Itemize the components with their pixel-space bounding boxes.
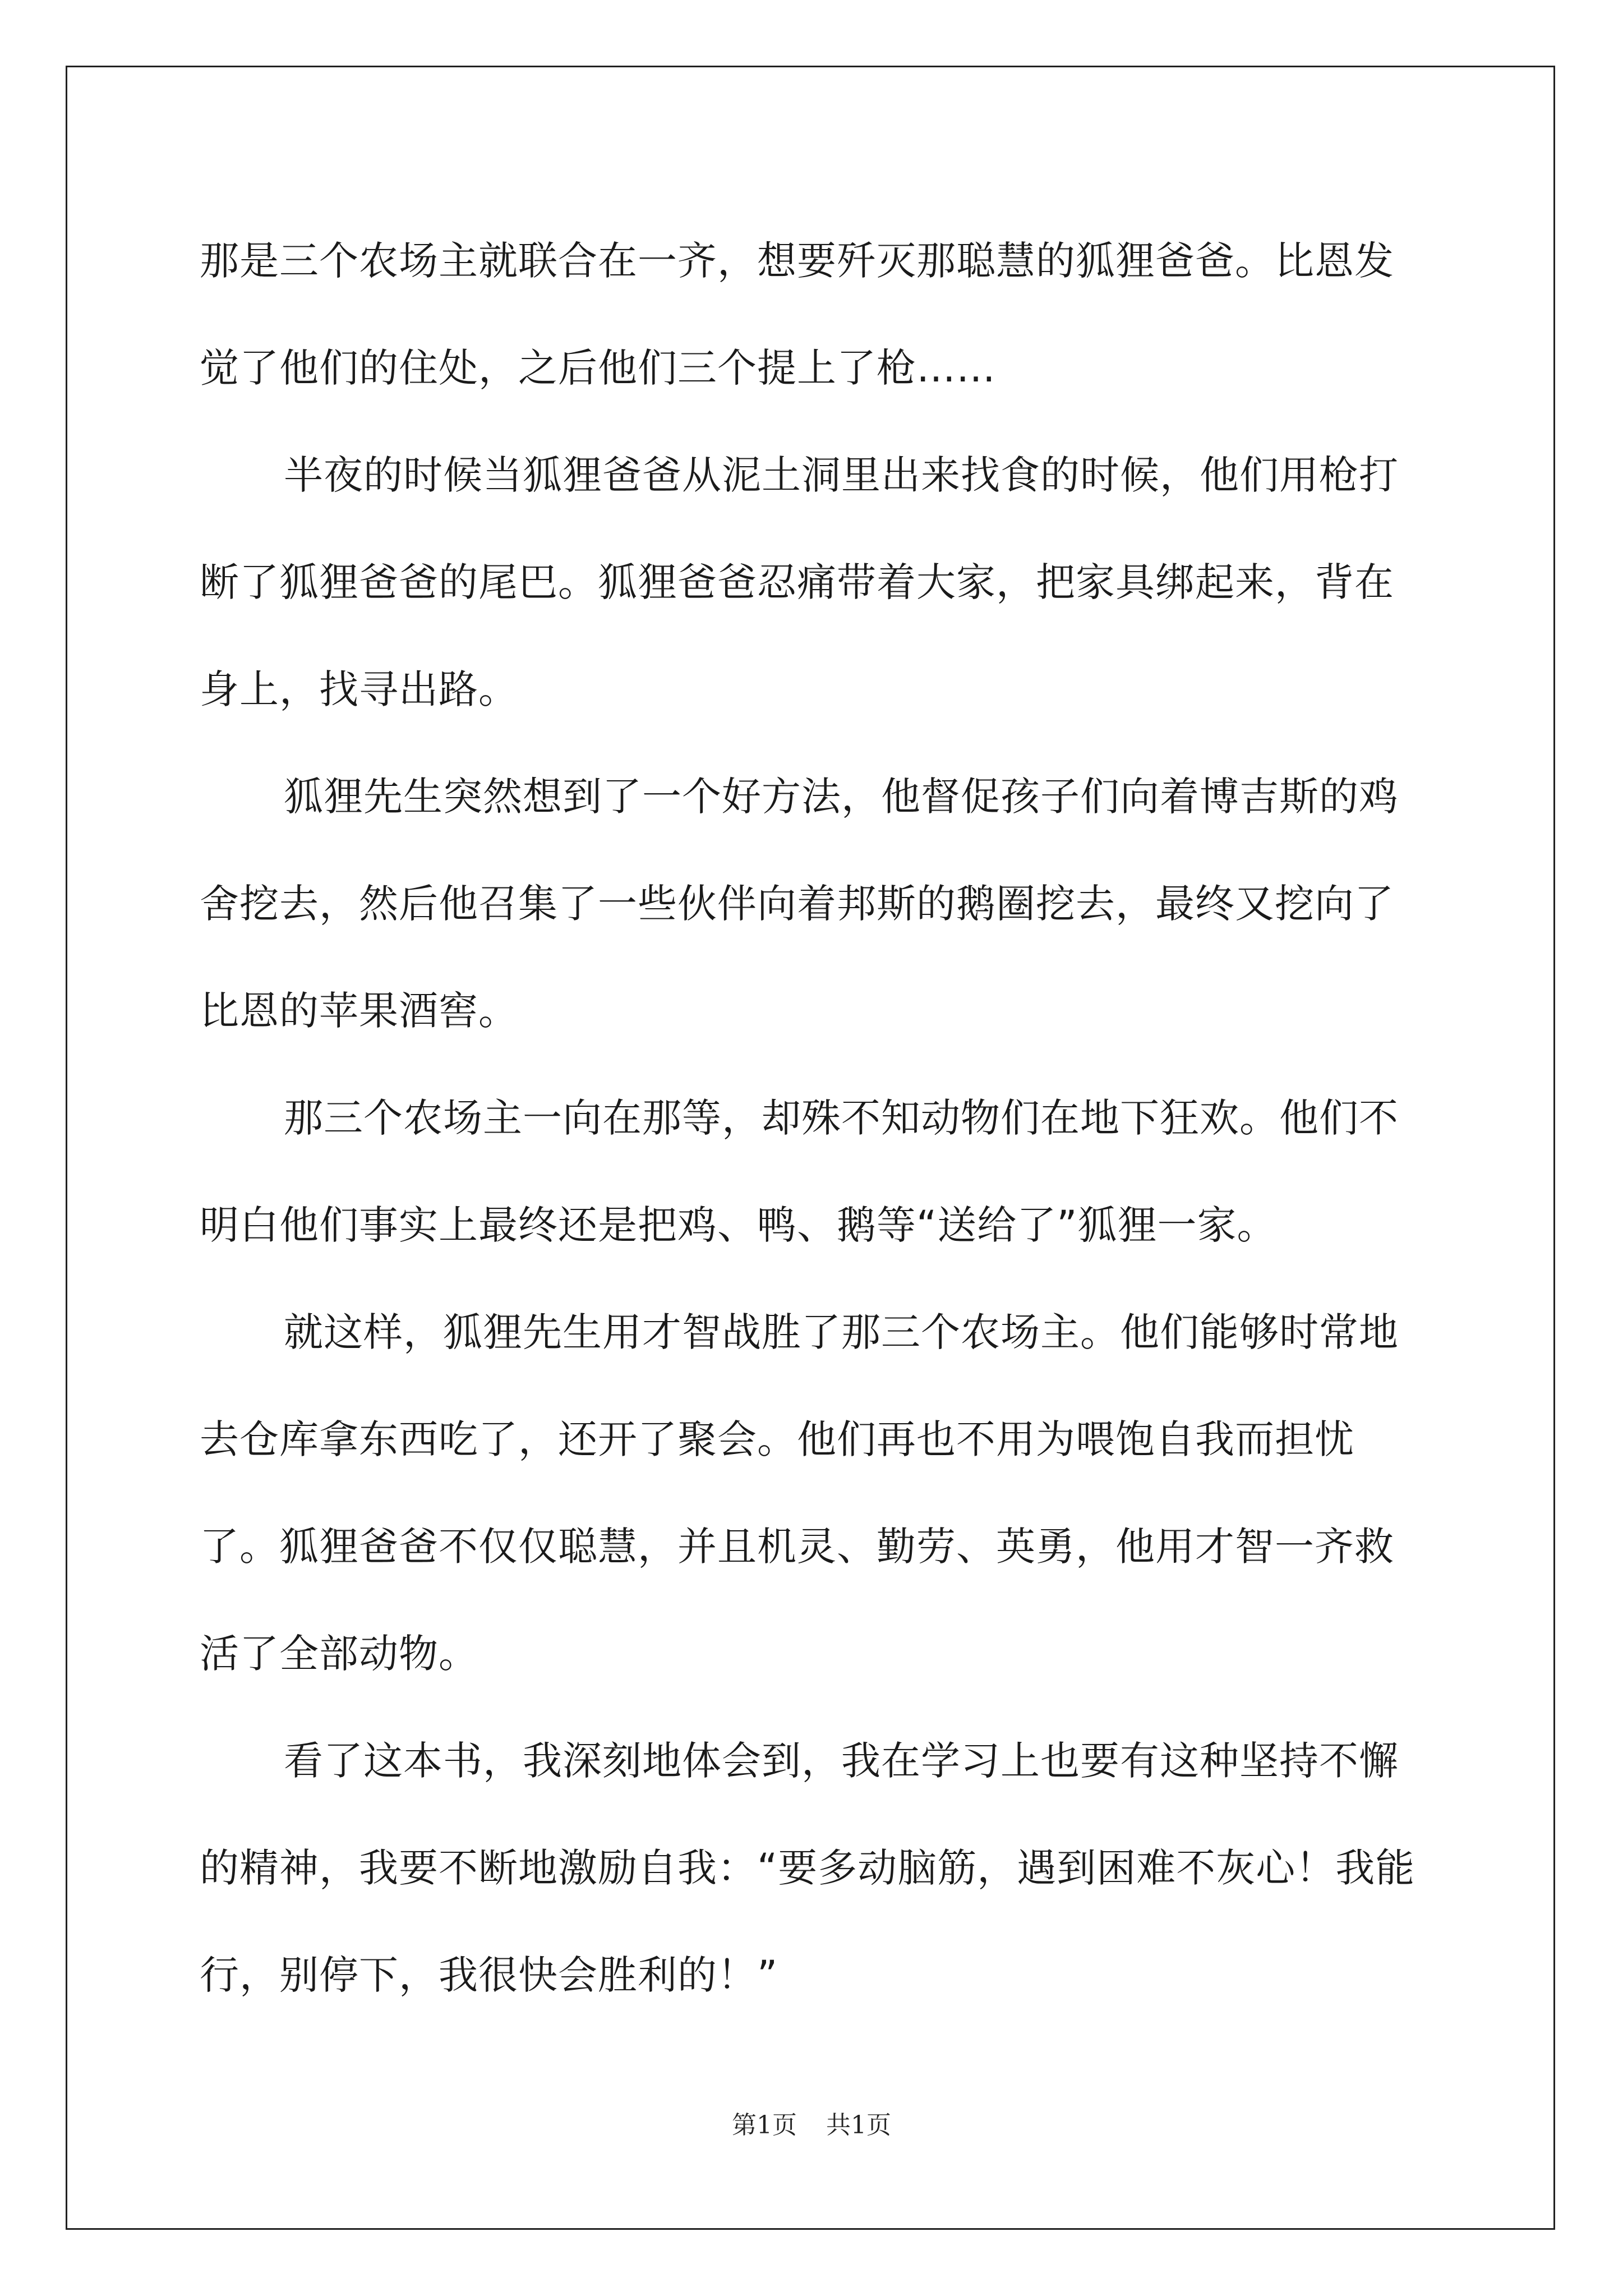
page-footer (0, 2105, 1623, 2141)
paragraph-1: 那是三个农场主就联合在一齐，想要歼灭那聪慧的狐狸爸爸。比恩发觉了他们的住处，之后他们三个提上了枪…… (200, 238, 1394, 391)
paragraph-6: 看了这本书，我深刻地体会到，我在学习上也要有这种坚持不懈的精神，我要不断地激励自我：“要多动脑筋，遇到困难不灰心！我能行，别停下，我很快会胜利的！” (200, 1738, 1415, 1998)
paragraph-2: 半夜的时候当狐狸爸爸从泥土洞里出来找食的时候，他们用枪打断了狐狸爸爸的尾巴。狐狸爸爸忍痛带着大家，把家具绑起来，背在身上，找寻出路。 (200, 452, 1399, 712)
page-number: 第1页 (732, 2111, 797, 2139)
paragraph-5: 就这样，狐狸先生用才智战胜了那三个农场主。他们能够时常地去仓库拿东西吃了，还开了聚会。他们再也不用为喂饱自我而担忧了。狐狸爸爸不仅仅聪慧，并且机灵、勤劳、英勇，他用才智一齐救活了全部动物。 (200, 1309, 1399, 1677)
paragraph-3: 狐狸先生突然想到了一个好方法，他督促孩子们向着博吉斯的鸡舍挖去，然后他召集了一些伙伴向着邦斯的鹅圈挖去，最终又挖向了比恩的苹果酒窖。 (200, 774, 1399, 1034)
paragraph-4: 那三个农场主一向在那等，却殊不知动物们在地下狂欢。他们不明白他们事实上最终还是把鸡、鸭、鹅等“送给了”狐狸一家。 (200, 1095, 1399, 1248)
document-body (200, 208, 1433, 2029)
page-total: 共1页 (826, 2111, 891, 2139)
